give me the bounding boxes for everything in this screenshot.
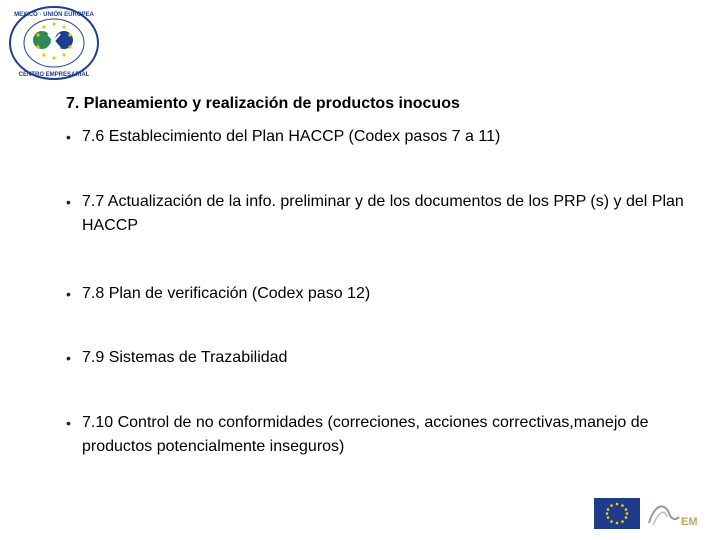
list-item-text: 7.7 Actualización de la info. preliminar y de los documentos de los PRP (s) y del Plan HACCP [82,193,684,234]
list-item [66,125,686,149]
list-item [66,282,686,306]
slide-heading: 7. Planeamiento y realización de productos inocuos [66,95,460,112]
partner-logo-icon [645,499,699,529]
bullet-icon: • [66,350,71,366]
list-item [66,346,686,370]
list-item-text: 7.10 Control de no conformidades (correciones, acciones correctivas,manejo de productos potencialmente inseguros) [82,414,649,455]
bullet-icon: • [66,194,71,210]
list-item [66,190,686,238]
list-item-text: 7.9 Sistemas de Trazabilidad [82,349,288,366]
list-item-text: 7.6 Establecimiento del Plan HACCP (Codex pasos 7 a 11) [82,128,501,145]
svg-text:CENTRO EMPRESARIAL: CENTRO EMPRESARIAL [18,72,90,78]
svg-text:EM: EM [681,516,698,528]
svg-text:MEXICO · UNIÓN EUROPEA: MEXICO · UNIÓN EUROPEA [14,12,94,18]
eu-flag-icon [594,498,640,529]
list-item [66,411,686,459]
bullet-icon: • [66,286,71,302]
list-item-text: 7.8 Plan de verificación (Codex paso 12) [82,285,371,302]
bullet-icon: • [66,415,71,431]
bullet-icon: • [66,129,71,145]
mexico-ue-logo-icon [8,4,100,82]
